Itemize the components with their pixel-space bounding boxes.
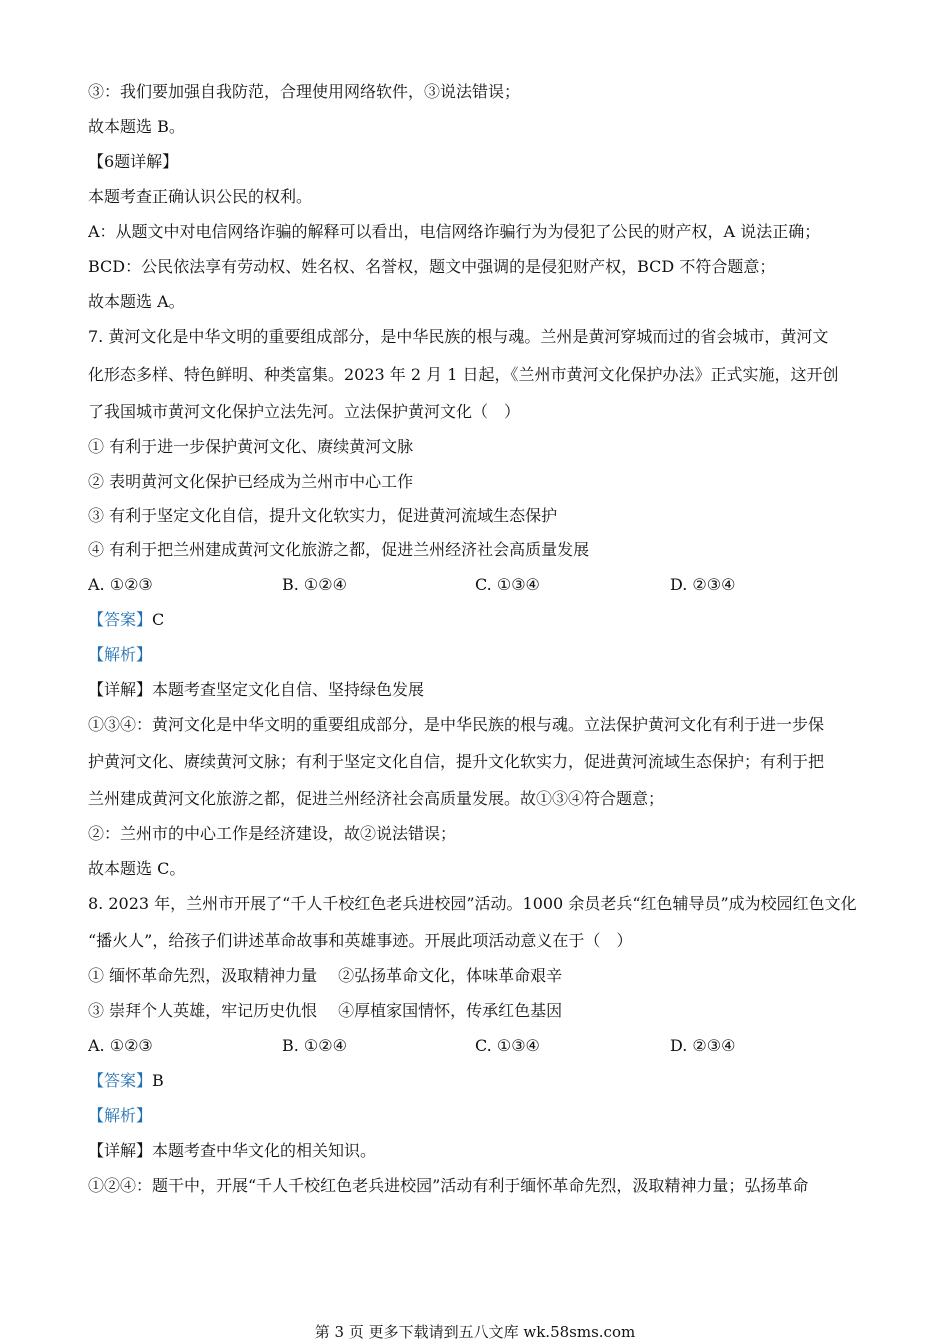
text-line: A：从题文中对电信网络诈骗的解释可以看出，电信网络诈骗行为为侵犯了公民的财产权，A 说法正确； (88, 222, 821, 241)
option-a: A. ①②③ (88, 575, 153, 594)
option-d: D. ②③④ (670, 1036, 736, 1055)
section-heading: 【6题详解】 (88, 152, 179, 171)
statement-item: ① 有利于进一步保护黄河文化、赓续黄河文脉 (88, 437, 414, 456)
option-d: D. ②③④ (670, 575, 736, 594)
text-line: ①③④：黄河文化是中华文明的重要组成部分，是中华民族的根与魂。立法保护黄河文化有利于进一步保 (88, 715, 825, 734)
text-line: BCD：公民依法享有劳动权、姓名权、名誉权，题文中强调的是侵犯财产权，BCD 不符合题意； (88, 257, 776, 276)
text-line: ①②④：题干中，开展“千人千校红色老兵进校园”活动有利于缅怀革命先烈，汲取精神力量；弘扬革命 (88, 1176, 809, 1195)
text-line: 故本题选 A。 (88, 292, 185, 311)
answer-tag: 【答案】 (88, 610, 153, 629)
text-line: 故本题选 B。 (88, 117, 185, 136)
option-b: B. ①②④ (282, 1036, 347, 1055)
option-a: A. ①②③ (88, 1036, 153, 1055)
statement-item: ① 缅怀革命先烈，汲取精神力量 ②弘扬革命文化，体味革命艰辛 (88, 966, 563, 985)
question-8-options (88, 1035, 863, 1057)
text-line: 【详解】本题考查中华文化的相关知识。 (88, 1141, 377, 1160)
page-footer: 第 3 页 更多下载请到五八文库 wk.58sms.com (314, 1323, 636, 1341)
question-8-answer (88, 1070, 863, 1092)
question-7-stem: 7. 黄河文化是中华文明的重要组成部分，是中华民族的根与魂。兰州是黄河穿城而过的省会城市，黄河文 (88, 327, 829, 346)
statement-item: ④ 有利于把兰州建成黄河文化旅游之都，促进兰州经济社会高质量发展 (88, 540, 590, 559)
analysis-tag: 【解析】 (88, 1106, 153, 1125)
text-line: 【详解】本题考查坚定文化自信、坚持绿色发展 (88, 680, 425, 699)
question-8-stem: “播火人”，给孩子们讲述革命故事和英雄事迹。开展此项活动意义在于（ ） (88, 931, 633, 950)
question-8-stem: 8. 2023 年，兰州市开展了“千人千校红色老兵进校园”活动。1000 余员老兵“红色辅导员”成为校园红色文化 (88, 894, 857, 913)
question-7-stem: 了我国城市黄河文化保护立法先河。立法保护黄河文化（ ） (88, 402, 521, 421)
answer-tag: 【答案】 (88, 1071, 153, 1090)
answer-value: B (152, 1071, 164, 1090)
answer-value: C (152, 610, 165, 629)
text-line: 兰州建成黄河文化旅游之都，促进兰州经济社会高质量发展。故①③④符合题意； (88, 789, 665, 808)
option-c: C. ①③④ (475, 1036, 540, 1055)
statement-item: ③ 有利于坚定文化自信，提升文化软实力，促进黄河流域生态保护 (88, 506, 558, 525)
text-line: ③：我们要加强自我防范，合理使用网络软件，③说法错误； (88, 82, 521, 101)
text-line: 本题考查正确认识公民的权利。 (88, 187, 313, 206)
text-line: ②：兰州市的中心工作是经济建设，故②说法错误； (88, 824, 457, 843)
analysis-tag: 【解析】 (88, 645, 153, 664)
statement-item: ② 表明黄河文化保护已经成为兰州市中心工作 (88, 472, 414, 491)
option-b: B. ①②④ (282, 575, 347, 594)
option-c: C. ①③④ (475, 575, 540, 594)
question-7-options (88, 574, 863, 596)
text-line: 故本题选 C。 (88, 859, 186, 878)
statement-item: ③ 崇拜个人英雄，牢记历史仇恨 ④厚植家国情怀，传承红色基因 (88, 1001, 563, 1020)
text-line: 护黄河文化、赓续黄河文脉；有利于坚定文化自信，提升文化软实力，促进黄河流域生态保护；有利于把 (88, 752, 825, 771)
question-7-answer (88, 609, 863, 631)
question-7-stem: 化形态多样、特色鲜明、种类富集。2023 年 2 月 1 日起，《兰州市黄河文化保护办法》正式实施，这开创 (88, 365, 839, 384)
